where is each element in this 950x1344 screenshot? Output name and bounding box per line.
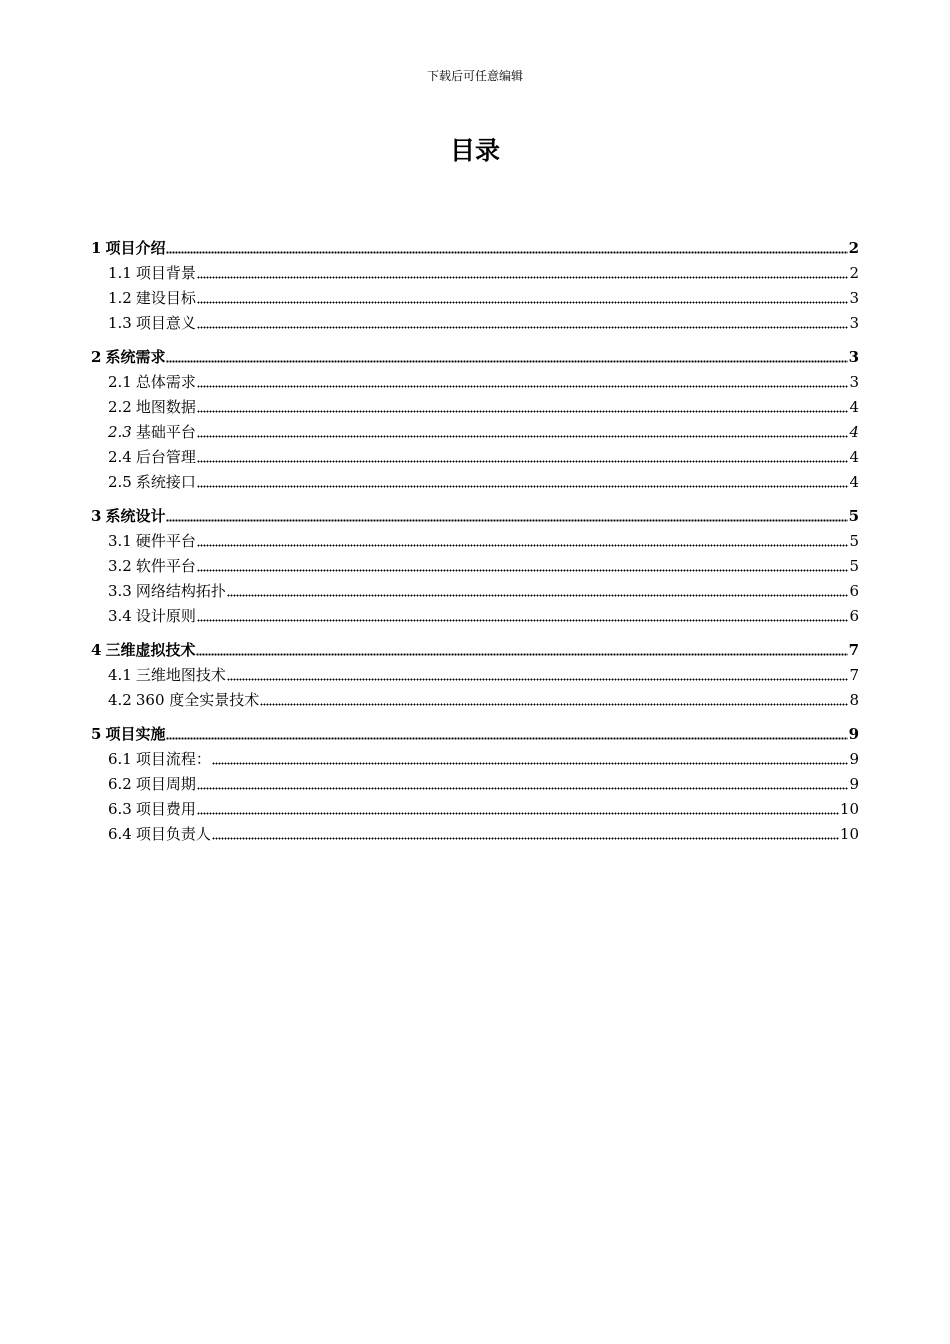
toc-dot-leader <box>197 784 849 790</box>
toc-entry-page-number: 7 <box>848 641 859 659</box>
toc-entry-label: 软件平台 <box>135 557 196 575</box>
toc-dot-leader <box>227 591 849 597</box>
table-of-contents <box>91 236 859 847</box>
toc-dot-leader <box>166 357 847 363</box>
toc-entry-number: 2.1 <box>108 373 132 391</box>
page-title: 目录 <box>449 136 500 165</box>
toc-entry-number: 3.1 <box>108 532 132 550</box>
toc-dot-leader <box>166 248 847 254</box>
toc-entry-page-number: 3 <box>848 348 859 366</box>
toc-entry-number: 2 <box>91 348 102 366</box>
toc-entry-label: 项目介绍 <box>105 239 166 257</box>
toc-dot-leader <box>197 432 849 438</box>
toc-entry-page-number: 5 <box>848 507 859 525</box>
toc-entry-page-number: 4 <box>849 473 859 491</box>
toc-section-entry[interactable] <box>91 370 859 395</box>
toc-entry-number: 6.1 <box>108 750 132 768</box>
toc-entry-page-number: 2 <box>848 239 859 257</box>
toc-entry-label: 三维地图技术 <box>135 666 226 684</box>
toc-entry-page-number: 7 <box>849 666 859 684</box>
toc-dot-leader <box>212 834 839 840</box>
toc-entry-number: 4.2 <box>108 691 132 709</box>
toc-entry-page-number: 6 <box>849 582 859 600</box>
toc-dot-leader <box>197 482 849 488</box>
toc-chapter-entry[interactable] <box>91 504 859 529</box>
toc-dot-leader <box>197 382 849 388</box>
toc-section-entry[interactable] <box>91 420 859 445</box>
toc-section-entry[interactable] <box>91 797 859 822</box>
toc-entry-label: 项目实施 <box>105 725 166 743</box>
toc-dot-leader <box>260 700 848 706</box>
toc-dot-leader <box>197 273 849 279</box>
toc-entry-page-number: 6 <box>849 607 859 625</box>
toc-entry-number: 4.1 <box>108 666 132 684</box>
toc-entry-label: 项目意义 <box>135 314 196 332</box>
toc-entry-label: 三维虚拟技术 <box>105 641 196 659</box>
toc-section-entry[interactable] <box>91 286 859 311</box>
toc-entry-label: 项目流程： <box>135 750 211 768</box>
toc-entry-label: 项目周期 <box>135 775 196 793</box>
toc-entry-label: 总体需求 <box>135 373 196 391</box>
toc-dot-leader <box>197 616 849 622</box>
toc-entry-label: 地图数据 <box>135 398 196 416</box>
toc-dot-leader <box>197 457 849 463</box>
toc-entry-number: 1.3 <box>108 314 132 332</box>
toc-entry-page-number: 10 <box>839 800 859 818</box>
toc-section-entry[interactable] <box>91 395 859 420</box>
toc-entry-number: 3.2 <box>108 557 132 575</box>
toc-section-entry[interactable] <box>91 529 859 554</box>
toc-entry-page-number: 8 <box>849 691 859 709</box>
toc-entry-page-number: 3 <box>849 289 859 307</box>
toc-entry-page-number: 4 <box>849 423 859 441</box>
toc-entry-number: 2.2 <box>108 398 132 416</box>
toc-entry-page-number: 2 <box>849 264 859 282</box>
toc-dot-leader <box>197 407 849 413</box>
toc-chapter-entry[interactable] <box>91 345 859 370</box>
toc-section-entry[interactable] <box>91 445 859 470</box>
toc-section-entry[interactable] <box>91 579 859 604</box>
toc-section-entry[interactable] <box>91 604 859 629</box>
toc-entry-page-number: 10 <box>839 825 859 843</box>
toc-entry-page-number: 3 <box>849 314 859 332</box>
toc-section-entry[interactable] <box>91 311 859 336</box>
toc-dot-leader <box>196 650 847 656</box>
toc-dot-leader <box>212 759 849 765</box>
toc-entry-page-number: 9 <box>848 725 859 743</box>
toc-entry-label: 网络结构拓扑 <box>135 582 226 600</box>
toc-entry-label: 系统接口 <box>135 473 196 491</box>
toc-entry-number: 6.2 <box>108 775 132 793</box>
toc-dot-leader <box>197 809 839 815</box>
toc-entry-number: 3 <box>91 507 102 525</box>
toc-entry-page-number: 4 <box>849 398 859 416</box>
toc-entry-number: 2.3 <box>108 423 132 441</box>
toc-entry-label: 基础平台 <box>135 423 196 441</box>
toc-dot-leader <box>197 298 849 304</box>
toc-entry-page-number: 9 <box>849 775 859 793</box>
toc-entry-label: 设计原则 <box>135 607 196 625</box>
toc-entry-page-number: 5 <box>849 557 859 575</box>
toc-entry-label: 项目费用 <box>135 800 196 818</box>
toc-chapter-entry[interactable] <box>91 638 859 663</box>
toc-dot-leader <box>166 734 847 740</box>
toc-entry-page-number: 5 <box>849 532 859 550</box>
toc-entry-label: 项目负责人 <box>135 825 211 843</box>
toc-entry-number: 2.5 <box>108 473 132 491</box>
toc-entry-number: 6.3 <box>108 800 132 818</box>
toc-entry-number: 6.4 <box>108 825 132 843</box>
toc-section-entry[interactable] <box>91 554 859 579</box>
toc-dot-leader <box>166 516 847 522</box>
toc-section-entry[interactable] <box>91 772 859 797</box>
toc-entry-page-number: 3 <box>849 373 859 391</box>
toc-section-entry[interactable] <box>91 261 859 286</box>
toc-entry-label: 360 度全实景技术 <box>135 691 260 709</box>
toc-entry-label: 项目背景 <box>135 264 196 282</box>
toc-dot-leader <box>227 675 849 681</box>
toc-chapter-entry[interactable] <box>91 236 859 261</box>
page-header-note: 下载后可任意编辑 <box>426 69 523 83</box>
toc-dot-leader <box>197 541 849 547</box>
toc-entry-page-number: 4 <box>849 448 859 466</box>
toc-section-entry[interactable] <box>91 747 859 772</box>
toc-entry-number: 4 <box>91 641 102 659</box>
toc-entry-number: 1.1 <box>108 264 132 282</box>
toc-entry-page-number: 9 <box>849 750 859 768</box>
toc-entry-number: 3.4 <box>108 607 132 625</box>
toc-entry-number: 5 <box>91 725 102 743</box>
toc-entry-number: 1 <box>91 239 102 257</box>
toc-section-entry[interactable] <box>91 822 859 847</box>
toc-entry-label: 建设目标 <box>135 289 196 307</box>
toc-chapter-entry[interactable] <box>91 722 859 747</box>
toc-entry-number: 1.2 <box>108 289 132 307</box>
toc-section-entry[interactable] <box>91 663 859 688</box>
toc-entry-label: 系统需求 <box>105 348 166 366</box>
toc-entry-label: 硬件平台 <box>135 532 196 550</box>
toc-dot-leader <box>197 323 849 329</box>
toc-entry-number: 3.3 <box>108 582 132 600</box>
toc-section-entry[interactable] <box>91 470 859 495</box>
toc-entry-label: 系统设计 <box>105 507 166 525</box>
toc-dot-leader <box>197 566 849 572</box>
toc-entry-label: 后台管理 <box>135 448 196 466</box>
toc-section-entry[interactable] <box>91 688 859 713</box>
toc-entry-number: 2.4 <box>108 448 132 466</box>
